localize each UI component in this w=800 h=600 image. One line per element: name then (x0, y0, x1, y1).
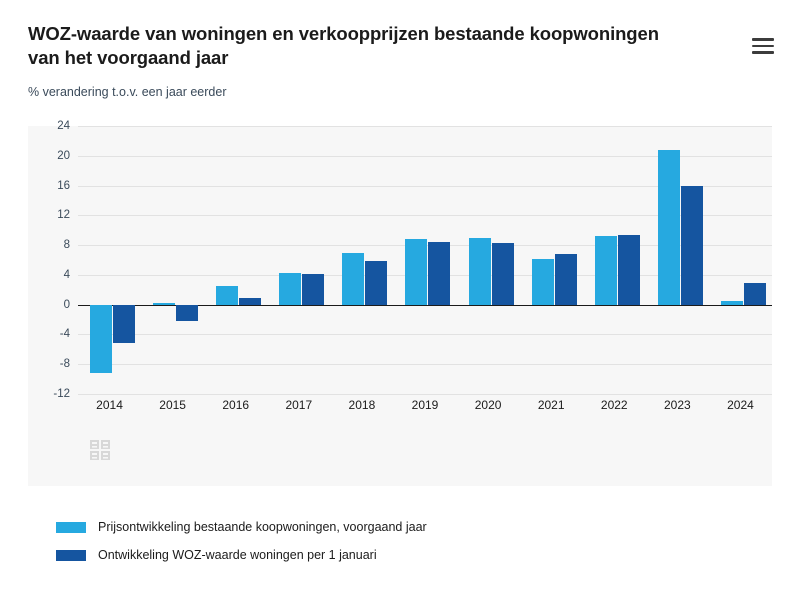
x-axis-tick-label: 2021 (537, 398, 565, 412)
x-axis-labels (78, 398, 772, 420)
x-axis-tick-label: 2018 (348, 398, 376, 412)
y-axis-tick-label: 0 (63, 298, 70, 311)
bar (744, 283, 766, 305)
x-axis-tick-label: 2023 (664, 398, 691, 412)
bar (342, 253, 364, 304)
bar (618, 235, 640, 304)
bar (365, 261, 387, 304)
x-axis-tick-label: 2014 (96, 398, 123, 412)
x-axis-tick-label: 2016 (222, 398, 250, 412)
page-title: WOZ-waarde van woningen en verkoopprijzen bestaande koopwoningen van het voorgaand jaar (28, 23, 659, 68)
bar (405, 239, 427, 305)
bar-group (330, 126, 393, 394)
bar-group (457, 126, 520, 394)
y-axis-labels (28, 120, 74, 400)
x-axis-tick-label: 2017 (285, 398, 313, 412)
legend-color-swatch (56, 550, 86, 561)
y-axis-tick-label: -4 (59, 328, 70, 341)
chart-header (0, 0, 800, 99)
legend-color-swatch (56, 522, 86, 533)
bar-group (646, 126, 709, 394)
bar (302, 274, 324, 305)
y-axis-tick-label: 4 (63, 268, 70, 281)
bar (239, 298, 261, 305)
y-axis-tick-label: -12 (53, 388, 70, 400)
x-axis-tick-label: 2019 (411, 398, 439, 412)
bar (90, 305, 112, 373)
cbs-logo (88, 436, 122, 470)
bar-group (267, 126, 330, 394)
chart-plot-area (28, 120, 772, 486)
x-axis-tick-label: 2020 (474, 398, 502, 412)
y-axis-tick-label: 24 (57, 120, 70, 132)
gridline (78, 394, 772, 395)
bar-group (78, 126, 141, 394)
menu-line (752, 45, 774, 48)
legend-item[interactable] (56, 516, 756, 538)
bar (595, 236, 617, 304)
legend-label: Prijsontwikkeling bestaande koopwoningen, voorgaand jaar (98, 520, 427, 534)
bar-group (583, 126, 646, 394)
bar (681, 186, 703, 305)
bar-group (520, 126, 583, 394)
bar-group (393, 126, 456, 394)
y-axis-tick-label: 20 (57, 149, 70, 162)
menu-line (752, 51, 774, 54)
bar (153, 303, 175, 305)
bar (532, 259, 554, 305)
y-axis-tick-label: 16 (57, 179, 70, 192)
menu-line (752, 38, 774, 41)
y-axis-tick-label: 8 (63, 239, 70, 252)
bar (555, 254, 577, 305)
y-axis-tick-label: -8 (59, 358, 70, 371)
bar (176, 305, 198, 321)
legend-item[interactable] (56, 544, 756, 566)
x-axis-tick-label: 2015 (159, 398, 186, 412)
chart-bars (78, 126, 772, 394)
chart-legend (56, 516, 756, 572)
bar-group (709, 126, 772, 394)
bar (492, 243, 514, 305)
bar-group (141, 126, 204, 394)
x-axis-tick-label: 2024 (727, 398, 754, 412)
hamburger-menu-icon[interactable] (752, 38, 774, 54)
bar (721, 301, 743, 305)
x-axis-tick-label: 2022 (600, 398, 628, 412)
bar (658, 150, 680, 305)
bar (279, 273, 301, 305)
bar (113, 305, 135, 344)
bar (428, 242, 450, 305)
bar (469, 238, 491, 304)
bar-group (204, 126, 267, 394)
legend-label: Ontwikkeling WOZ-waarde woningen per 1 januari (98, 548, 377, 562)
y-axis-tick-label: 12 (57, 209, 70, 222)
bar (216, 286, 238, 305)
chart-subtitle: % verandering t.o.v. een jaar eerder (28, 85, 227, 100)
